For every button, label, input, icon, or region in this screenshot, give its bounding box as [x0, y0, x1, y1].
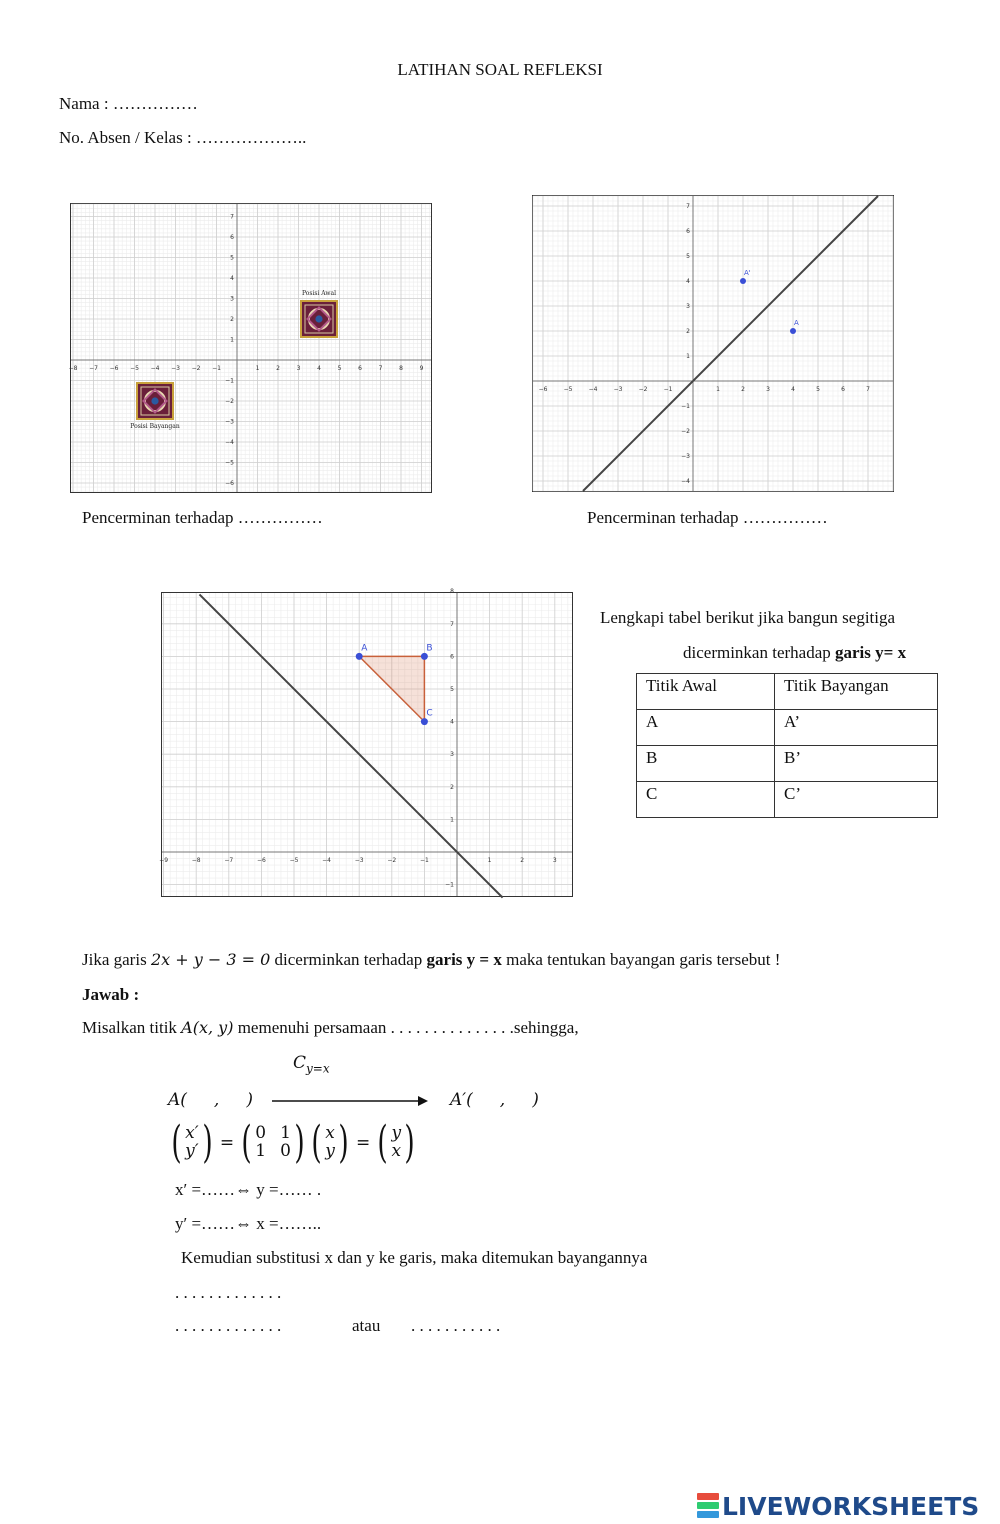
y-tick-label: −5 [225, 459, 234, 467]
x-tick-label: −9 [159, 857, 169, 864]
y-tick-label: 7 [686, 203, 690, 210]
y-tick-label: 2 [230, 316, 234, 323]
y-tick-label: 7 [230, 213, 234, 221]
absen-kelas-field[interactable]: No. Absen / Kelas : ……………….. [59, 128, 307, 147]
yprime-line[interactable]: y′ =……⇔ x =…….. [175, 1214, 322, 1233]
nama-field[interactable]: Nama : …………… [59, 94, 198, 113]
x-tick-label: 9 [419, 365, 424, 372]
x-tick-label: −6 [538, 386, 548, 393]
point-a-prime [740, 278, 746, 284]
y-tick-label: 2 [450, 783, 454, 791]
x-tick-label: −2 [638, 386, 648, 393]
mirror-line-y-equals-x [583, 196, 878, 491]
x-tick-label: −5 [563, 386, 573, 393]
table-row [637, 782, 938, 818]
table-header-row [637, 674, 938, 710]
x-tick-label: −2 [387, 857, 397, 864]
x-tick-label: 1 [255, 365, 260, 372]
x-tick-label: −1 [212, 365, 221, 372]
y-tick-label: 3 [450, 751, 454, 759]
x-tick-label: −4 [150, 365, 160, 372]
y-tick-label: −6 [225, 480, 234, 487]
point-a-prime-label: A' [744, 269, 751, 277]
x-tick-label: 8 [399, 365, 403, 372]
x-tick-label: −1 [419, 857, 429, 864]
x-tick-label: 3 [766, 386, 770, 393]
x-tick-label: 7 [866, 386, 870, 393]
substitusi-text: Kemudian substitusi x dan y ke garis, maka ditemukan bayangannya [181, 1248, 648, 1267]
answer-dots-1[interactable]: . . . . . . . . . . . . . [175, 1283, 282, 1302]
table-cell: B [637, 746, 775, 782]
y-tick-label: 4 [450, 718, 454, 726]
point-c-label: C [426, 708, 433, 719]
y-tick-label: −1 [225, 377, 234, 385]
x-tick-label: −8 [68, 365, 78, 372]
graph-2-caption[interactable]: Pencerminan terhadap …………… [587, 508, 828, 527]
x-tick-label: 3 [552, 857, 557, 864]
x-tick-label: −3 [613, 386, 623, 393]
x-tick-label: 5 [337, 365, 342, 372]
y-tick-label: 1 [686, 353, 690, 360]
x-tick-label: −2 [191, 365, 201, 372]
table-row [637, 746, 938, 782]
point-a-prime[interactable]: A′( , ) [450, 1090, 539, 1110]
misalkan-text: Misalkan titik A(x, y) memenuhi persamaan . . . . . . . . . . . . . . .sehingga, [82, 1018, 579, 1037]
jawab-label: Jawab : [82, 985, 140, 1004]
matrix-equation: ( x′ y′ ) = ( 0 1 1 0 ) ( x y ) = ( y x ) [171, 1117, 415, 1168]
y-tick-label: −4 [225, 439, 234, 446]
point-b-label: B [426, 643, 433, 654]
tile-posisi-bayangan [137, 383, 173, 419]
table-header-cell: Titik Awal [637, 674, 775, 710]
transform-label: $C_{y=x}$ [293, 1053, 330, 1076]
y-tick-label: 4 [686, 278, 690, 285]
y-tick-label: 4 [230, 275, 234, 282]
point-a[interactable]: A( , ) [168, 1090, 253, 1110]
y-tick-label: 1 [230, 336, 234, 344]
x-tick-label: 6 [358, 365, 362, 372]
y-tick-label: 6 [230, 234, 234, 241]
y-tick-label: 3 [686, 303, 690, 310]
y-tick-label: −1 [445, 881, 454, 889]
y-tick-label: −2 [225, 398, 234, 405]
point-a [356, 653, 363, 660]
x-tick-label: −4 [588, 386, 598, 393]
graph-1-caption[interactable]: Pencerminan terhadap …………… [82, 508, 323, 527]
x-tick-label: 4 [791, 386, 795, 393]
point-a-label: A [361, 643, 368, 654]
tile-posisi-awal [301, 301, 337, 337]
y-tick-label: 5 [230, 254, 234, 262]
y-tick-label: 8 [450, 588, 454, 596]
x-tick-label: −7 [224, 857, 234, 864]
answer-dots-2[interactable]: . . . . . . . . . . . . . [175, 1316, 282, 1335]
label-posisi-bayangan: Posisi Bayangan [130, 423, 180, 430]
reflection-table [636, 673, 938, 818]
graph-3 [159, 588, 573, 897]
table-cell-answer[interactable]: C’ [775, 782, 938, 818]
table-cell: C [637, 782, 775, 818]
y-tick-label: −1 [681, 403, 690, 410]
x-tick-label: −5 [289, 857, 299, 864]
x-tick-label: −8 [191, 857, 201, 864]
label-posisi-awal: Posisi Awal [301, 290, 337, 297]
x-tick-label: −6 [109, 365, 119, 372]
x-tick-label: 2 [520, 857, 525, 864]
x-tick-label: −4 [322, 857, 332, 864]
y-tick-label: 5 [450, 686, 454, 693]
y-tick-label: 6 [686, 228, 690, 235]
y-tick-label: −4 [681, 478, 690, 485]
x-tick-label: 2 [741, 386, 745, 393]
x-tick-label: 7 [378, 365, 383, 372]
answer-dots-3[interactable]: . . . . . . . . . . . [411, 1316, 501, 1335]
x-tick-label: −3 [354, 857, 364, 864]
question-text: Jika garis 2x + y − 3 = 0 dicerminkan terhadap garis y = x maka tentukan bayangan garis tersebut ! [82, 950, 781, 969]
table-cell: A [637, 710, 775, 746]
x-tick-label: 1 [487, 857, 492, 864]
x-tick-label: −6 [256, 857, 266, 864]
y-tick-label: 7 [450, 620, 454, 628]
point-a-label: A [794, 319, 799, 327]
page-title: LATIHAN SOAL REFLEKSI [397, 60, 603, 79]
y-tick-label: 5 [686, 253, 690, 260]
y-tick-label: −3 [225, 418, 234, 426]
table-header-cell: Titik Bayangan [775, 674, 938, 710]
x-tick-label: 4 [317, 365, 321, 372]
table-row [637, 710, 938, 746]
liveworksheets-logo [697, 1488, 979, 1524]
x-tick-label: 2 [276, 365, 280, 372]
y-tick-label: 1 [450, 816, 454, 824]
y-tick-label: 2 [686, 328, 690, 335]
x-tick-label: −5 [130, 365, 139, 372]
point-a [790, 328, 796, 334]
graph-2 [532, 195, 894, 492]
y-tick-label: 3 [230, 295, 234, 303]
transform-arrow [272, 1094, 428, 1108]
x-tick-label: 3 [296, 365, 301, 372]
x-tick-label: −3 [171, 365, 180, 372]
table-cell-answer[interactable]: A’ [775, 710, 938, 746]
task-line-1: Lengkapi tabel berikut jika bangun segitiga [600, 608, 896, 627]
x-tick-label: 1 [716, 386, 720, 393]
x-tick-label: 5 [816, 386, 820, 393]
y-tick-label: −2 [681, 428, 690, 435]
graph-1 [70, 203, 432, 493]
atau-label: atau [352, 1316, 381, 1335]
y-tick-label: −3 [681, 453, 690, 460]
x-tick-label: −7 [89, 365, 98, 372]
table-cell-answer[interactable]: B’ [775, 746, 938, 782]
x-tick-label: 6 [841, 386, 845, 393]
point-b [421, 653, 428, 660]
xprime-line[interactable]: x′ =……⇔ y =…… . [175, 1180, 322, 1199]
logo-text: LIVEWORKSHEETS [722, 1491, 980, 1521]
y-tick-label: 6 [450, 653, 454, 661]
task-line-2: dicerminkan terhadap garis y= x [683, 643, 907, 662]
liveworksheets-logo-icon [697, 1493, 719, 1519]
x-tick-label: −1 [663, 386, 673, 393]
point-c [421, 718, 428, 725]
